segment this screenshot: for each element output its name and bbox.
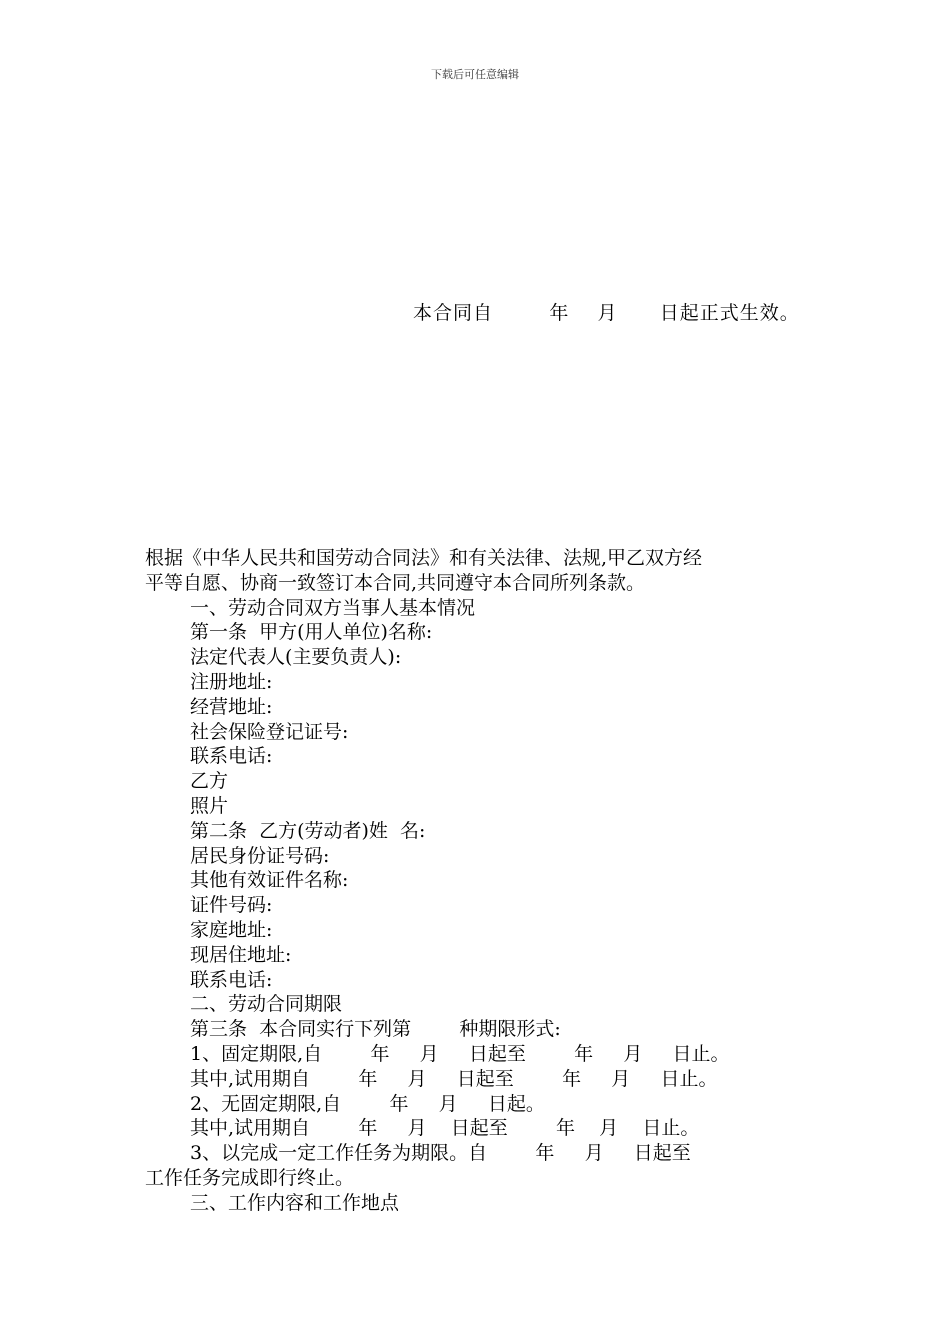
open-ended-probation-line: 其中,试用期自 年 月 日起至 年 月 日止。 <box>190 1117 700 1140</box>
employer-phone-field: 联系电话: <box>190 745 273 768</box>
preamble-line-1: 根据《中华人民共和国劳动合同法》和有关法律、法规,甲乙双方经 <box>145 547 703 569</box>
header-note: 下载后可任意编辑 <box>431 68 519 81</box>
fixed-term-probation-line: 其中,试用期自 年 月 日起至 年 月 日止。 <box>190 1067 718 1090</box>
business-address-field: 经营地址: <box>190 695 273 718</box>
article-1-employer-name: 第一条 甲方(用人单位)名称: <box>190 621 433 644</box>
article-2-employee-name: 第二条 乙方(劳动者)姓 名: <box>190 819 426 842</box>
other-document-name-field: 其他有效证件名称: <box>190 869 349 892</box>
preamble-line-2: 平等自愿、协商一致签订本合同,共同遵守本合同所列条款。 <box>145 571 646 594</box>
document-number-field: 证件号码: <box>190 894 273 917</box>
registered-address-field: 注册地址: <box>190 670 273 693</box>
article-3-term-type: 第三条 本合同实行下列第 种期限形式: <box>190 1018 561 1041</box>
contract-body <box>145 546 815 1216</box>
employee-phone-field: 联系电话: <box>190 968 273 991</box>
photo-label: 照片 <box>190 794 229 817</box>
open-ended-term-line: 2、无固定期限,自 年 月 日起。 <box>190 1092 545 1115</box>
task-based-term-continuation: 工作任务完成即行终止。 <box>145 1166 355 1189</box>
legal-representative-field: 法定代表人(主要负责人): <box>190 646 402 669</box>
id-card-number-field: 居民身份证号码: <box>190 844 330 867</box>
effective-date-clause: 本合同自 年 月 日起正式生效。 <box>413 302 800 324</box>
home-address-field: 家庭地址: <box>190 918 273 941</box>
employee-label: 乙方 <box>190 770 229 793</box>
social-insurance-number-field: 社会保险登记证号: <box>190 720 349 743</box>
section-heading-term: 二、劳动合同期限 <box>190 993 343 1016</box>
current-address-field: 现居住地址: <box>190 943 292 966</box>
task-based-term-line: 3、以完成一定工作任务为期限。自 年 月 日起至 <box>190 1142 691 1165</box>
section-heading-parties: 一、劳动合同双方当事人基本情况 <box>190 596 476 619</box>
fixed-term-line: 1、固定期限,自 年 月 日起至 年 月 日止。 <box>190 1042 730 1065</box>
section-heading-work-content: 三、工作内容和工作地点 <box>190 1191 400 1214</box>
